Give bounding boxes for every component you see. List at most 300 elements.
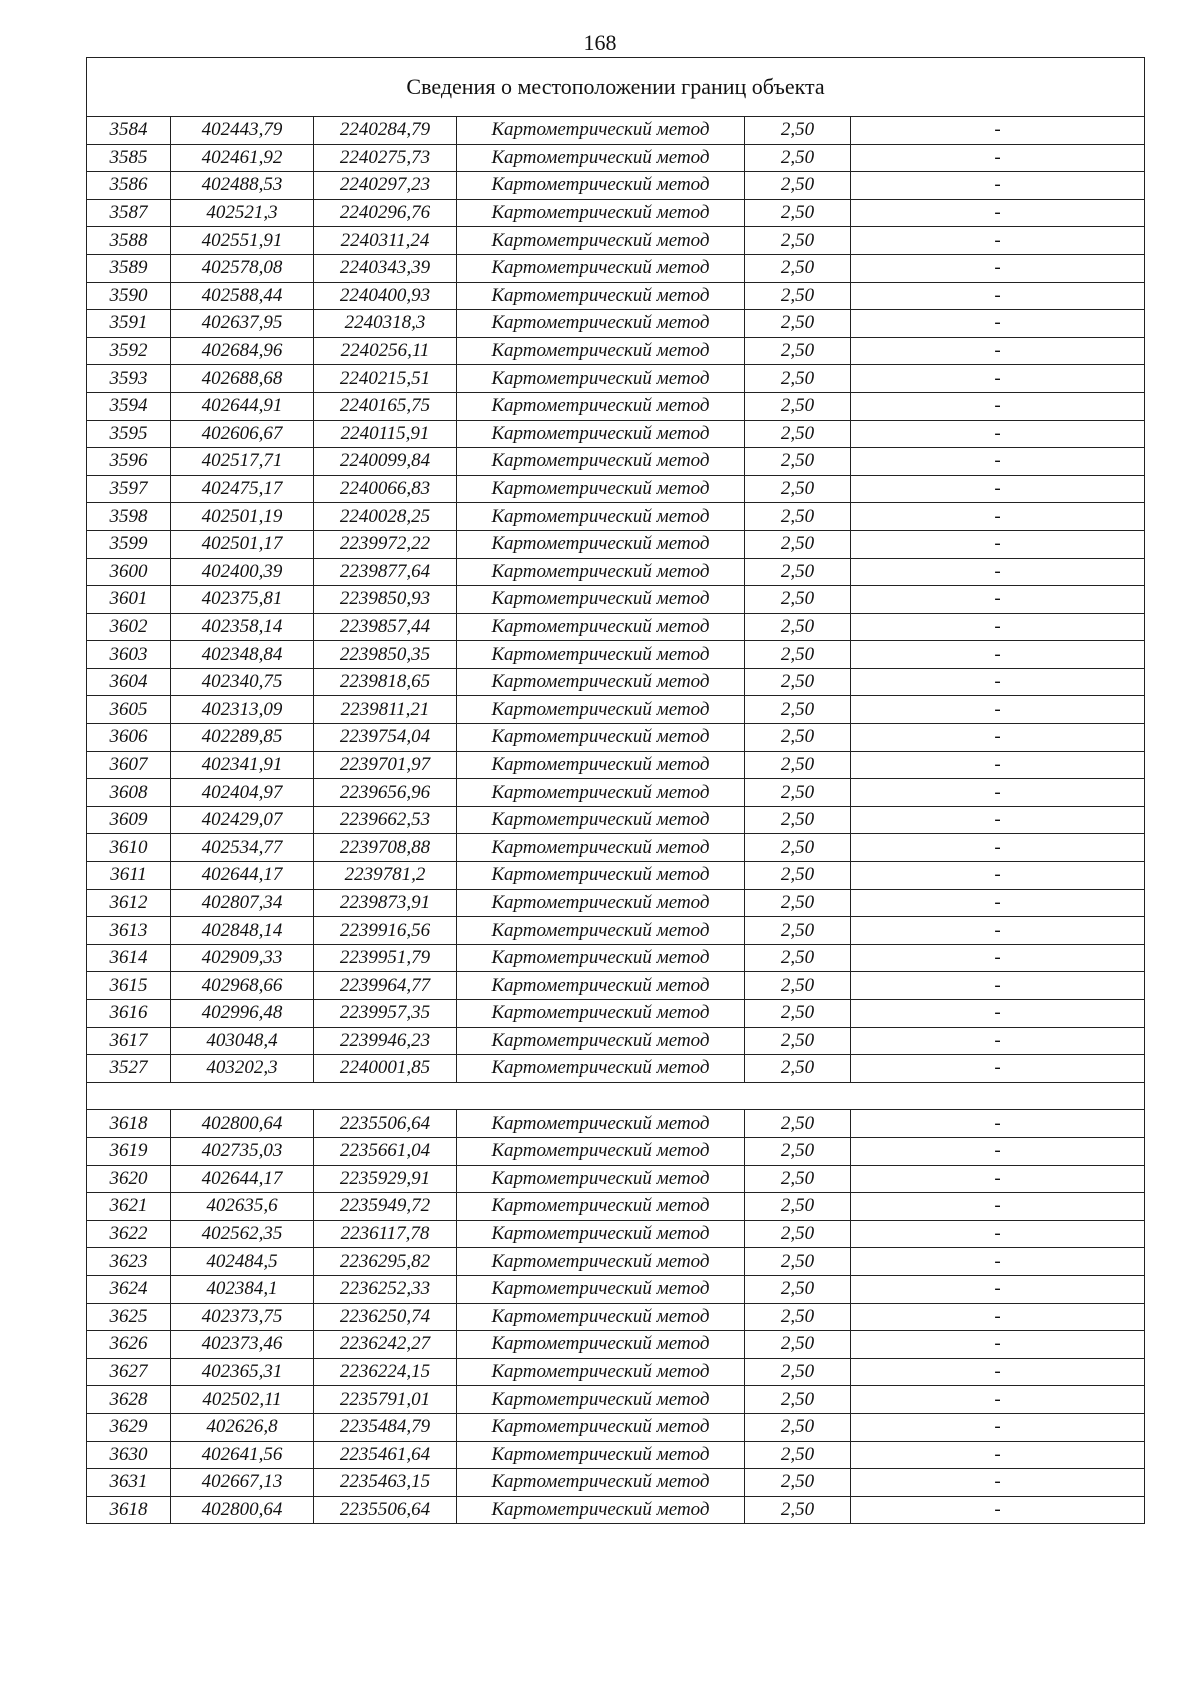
precision-cell: 2,50 — [745, 806, 851, 834]
description-cell: - — [851, 144, 1145, 172]
x-coordinate-cell: 402341,91 — [171, 751, 314, 779]
method-cell: Картометрический метод — [457, 1137, 745, 1165]
y-coordinate-cell: 2239701,97 — [314, 751, 457, 779]
y-coordinate-cell: 2236295,82 — [314, 1248, 457, 1276]
method-cell: Картометрический метод — [457, 1386, 745, 1414]
method-cell: Картометрический метод — [457, 172, 745, 200]
table-row — [87, 1137, 1145, 1165]
precision-cell: 2,50 — [745, 834, 851, 862]
description-cell: - — [851, 117, 1145, 145]
x-coordinate-cell: 402373,75 — [171, 1303, 314, 1331]
method-cell: Картометрический метод — [457, 475, 745, 503]
y-coordinate-cell: 2239972,22 — [314, 530, 457, 558]
group-separator-row — [87, 1082, 1145, 1110]
precision-cell: 2,50 — [745, 1469, 851, 1497]
x-coordinate-cell: 402626,8 — [171, 1413, 314, 1441]
y-coordinate-cell: 2235661,04 — [314, 1137, 457, 1165]
table-row — [87, 530, 1145, 558]
point-number-cell: 3623 — [87, 1248, 171, 1276]
y-coordinate-cell: 2240256,11 — [314, 337, 457, 365]
description-cell: - — [851, 1027, 1145, 1055]
method-cell: Картометрический метод — [457, 1358, 745, 1386]
description-cell: - — [851, 254, 1145, 282]
group-separator-cell — [87, 1082, 1145, 1110]
point-number-cell: 3590 — [87, 282, 171, 310]
x-coordinate-cell: 402484,5 — [171, 1248, 314, 1276]
precision-cell: 2,50 — [745, 1275, 851, 1303]
point-number-cell: 3594 — [87, 392, 171, 420]
precision-cell: 2,50 — [745, 392, 851, 420]
table-row — [87, 1027, 1145, 1055]
x-coordinate-cell: 402641,56 — [171, 1441, 314, 1469]
description-cell: - — [851, 1386, 1145, 1414]
precision-cell: 2,50 — [745, 420, 851, 448]
description-cell: - — [851, 1275, 1145, 1303]
x-coordinate-cell: 402384,1 — [171, 1275, 314, 1303]
x-coordinate-cell: 402996,48 — [171, 1000, 314, 1028]
point-number-cell: 3593 — [87, 365, 171, 393]
precision-cell: 2,50 — [745, 1413, 851, 1441]
description-cell: - — [851, 862, 1145, 890]
table-row — [87, 1386, 1145, 1414]
x-coordinate-cell: 402807,34 — [171, 889, 314, 917]
point-number-cell: 3619 — [87, 1137, 171, 1165]
method-cell: Картометрический метод — [457, 586, 745, 614]
table-row — [87, 586, 1145, 614]
y-coordinate-cell: 2240343,39 — [314, 254, 457, 282]
description-cell: - — [851, 586, 1145, 614]
table-row — [87, 696, 1145, 724]
method-cell: Картометрический метод — [457, 668, 745, 696]
table-row — [87, 751, 1145, 779]
x-coordinate-cell: 402735,03 — [171, 1137, 314, 1165]
method-cell: Картометрический метод — [457, 696, 745, 724]
point-number-cell: 3596 — [87, 448, 171, 476]
description-cell: - — [851, 420, 1145, 448]
table-row — [87, 558, 1145, 586]
table-row — [87, 862, 1145, 890]
point-number-cell: 3611 — [87, 862, 171, 890]
description-cell: - — [851, 1358, 1145, 1386]
x-coordinate-cell: 402340,75 — [171, 668, 314, 696]
x-coordinate-cell: 402667,13 — [171, 1469, 314, 1497]
x-coordinate-cell: 402644,17 — [171, 1165, 314, 1193]
method-cell: Картометрический метод — [457, 1248, 745, 1276]
x-coordinate-cell: 402534,77 — [171, 834, 314, 862]
y-coordinate-cell: 2239877,64 — [314, 558, 457, 586]
point-number-cell: 3612 — [87, 889, 171, 917]
y-coordinate-cell: 2236117,78 — [314, 1220, 457, 1248]
y-coordinate-cell: 2239857,44 — [314, 613, 457, 641]
precision-cell: 2,50 — [745, 1027, 851, 1055]
precision-cell: 2,50 — [745, 227, 851, 255]
point-number-cell: 3598 — [87, 503, 171, 531]
precision-cell: 2,50 — [745, 586, 851, 614]
y-coordinate-cell: 2240215,51 — [314, 365, 457, 393]
method-cell: Картометрический метод — [457, 1220, 745, 1248]
table-row — [87, 1496, 1145, 1524]
point-number-cell: 3620 — [87, 1165, 171, 1193]
description-cell: - — [851, 530, 1145, 558]
point-number-cell: 3527 — [87, 1055, 171, 1083]
precision-cell: 2,50 — [745, 199, 851, 227]
point-number-cell: 3622 — [87, 1220, 171, 1248]
method-cell: Картометрический метод — [457, 806, 745, 834]
y-coordinate-cell: 2240311,24 — [314, 227, 457, 255]
y-coordinate-cell: 2235929,91 — [314, 1165, 457, 1193]
point-number-cell: 3630 — [87, 1441, 171, 1469]
precision-cell: 2,50 — [745, 668, 851, 696]
precision-cell: 2,50 — [745, 1000, 851, 1028]
table-row — [87, 917, 1145, 945]
x-coordinate-cell: 402848,14 — [171, 917, 314, 945]
y-coordinate-cell: 2240284,79 — [314, 117, 457, 145]
point-number-cell: 3628 — [87, 1386, 171, 1414]
y-coordinate-cell: 2239850,35 — [314, 641, 457, 669]
x-coordinate-cell: 402562,35 — [171, 1220, 314, 1248]
y-coordinate-cell: 2240400,93 — [314, 282, 457, 310]
description-cell: - — [851, 724, 1145, 752]
precision-cell: 2,50 — [745, 503, 851, 531]
method-cell: Картометрический метод — [457, 530, 745, 558]
method-cell: Картометрический метод — [457, 972, 745, 1000]
x-coordinate-cell: 402635,6 — [171, 1193, 314, 1221]
table-row — [87, 1055, 1145, 1083]
table-row — [87, 1193, 1145, 1221]
precision-cell: 2,50 — [745, 1193, 851, 1221]
point-number-cell: 3616 — [87, 1000, 171, 1028]
description-cell: - — [851, 1220, 1145, 1248]
table-row — [87, 806, 1145, 834]
y-coordinate-cell: 2240115,91 — [314, 420, 457, 448]
description-cell: - — [851, 1165, 1145, 1193]
precision-cell: 2,50 — [745, 117, 851, 145]
table-row — [87, 668, 1145, 696]
x-coordinate-cell: 402375,81 — [171, 586, 314, 614]
y-coordinate-cell: 2239957,35 — [314, 1000, 457, 1028]
table-row — [87, 448, 1145, 476]
precision-cell: 2,50 — [745, 944, 851, 972]
table-row — [87, 144, 1145, 172]
description-cell: - — [851, 392, 1145, 420]
y-coordinate-cell: 2239818,65 — [314, 668, 457, 696]
table-row — [87, 392, 1145, 420]
x-coordinate-cell: 402684,96 — [171, 337, 314, 365]
y-coordinate-cell: 2235463,15 — [314, 1469, 457, 1497]
precision-cell: 2,50 — [745, 144, 851, 172]
description-cell: - — [851, 1469, 1145, 1497]
description-cell: - — [851, 834, 1145, 862]
precision-cell: 2,50 — [745, 530, 851, 558]
x-coordinate-cell: 402443,79 — [171, 117, 314, 145]
description-cell: - — [851, 1303, 1145, 1331]
x-coordinate-cell: 402358,14 — [171, 613, 314, 641]
x-coordinate-cell: 402289,85 — [171, 724, 314, 752]
description-cell: - — [851, 779, 1145, 807]
description-cell: - — [851, 282, 1145, 310]
precision-cell: 2,50 — [745, 917, 851, 945]
method-cell: Картометрический метод — [457, 1496, 745, 1524]
table-row — [87, 282, 1145, 310]
precision-cell: 2,50 — [745, 751, 851, 779]
precision-cell: 2,50 — [745, 1386, 851, 1414]
description-cell: - — [851, 613, 1145, 641]
y-coordinate-cell: 2235461,64 — [314, 1441, 457, 1469]
table-row — [87, 1275, 1145, 1303]
method-cell: Картометрический метод — [457, 337, 745, 365]
x-coordinate-cell: 402521,3 — [171, 199, 314, 227]
method-cell: Картометрический метод — [457, 310, 745, 338]
point-number-cell: 3629 — [87, 1413, 171, 1441]
description-cell: - — [851, 696, 1145, 724]
y-coordinate-cell: 2240165,75 — [314, 392, 457, 420]
method-cell: Картометрический метод — [457, 1469, 745, 1497]
table-row — [87, 475, 1145, 503]
point-number-cell: 3601 — [87, 586, 171, 614]
point-number-cell: 3592 — [87, 337, 171, 365]
y-coordinate-cell: 2236224,15 — [314, 1358, 457, 1386]
table-row — [87, 1303, 1145, 1331]
table-row — [87, 641, 1145, 669]
method-cell: Картометрический метод — [457, 420, 745, 448]
x-coordinate-cell: 402517,71 — [171, 448, 314, 476]
point-number-cell: 3586 — [87, 172, 171, 200]
precision-cell: 2,50 — [745, 1303, 851, 1331]
method-cell: Картометрический метод — [457, 227, 745, 255]
description-cell: - — [851, 1000, 1145, 1028]
y-coordinate-cell: 2236250,74 — [314, 1303, 457, 1331]
x-coordinate-cell: 402429,07 — [171, 806, 314, 834]
precision-cell: 2,50 — [745, 475, 851, 503]
precision-cell: 2,50 — [745, 1441, 851, 1469]
table-row — [87, 834, 1145, 862]
table-row — [87, 365, 1145, 393]
point-number-cell: 3606 — [87, 724, 171, 752]
description-cell: - — [851, 172, 1145, 200]
precision-cell: 2,50 — [745, 972, 851, 1000]
y-coordinate-cell: 2239964,77 — [314, 972, 457, 1000]
method-cell: Картометрический метод — [457, 1000, 745, 1028]
x-coordinate-cell: 402968,66 — [171, 972, 314, 1000]
precision-cell: 2,50 — [745, 337, 851, 365]
method-cell: Картометрический метод — [457, 1275, 745, 1303]
y-coordinate-cell: 2240028,25 — [314, 503, 457, 531]
x-coordinate-cell: 402313,09 — [171, 696, 314, 724]
method-cell: Картометрический метод — [457, 392, 745, 420]
table-row — [87, 779, 1145, 807]
table-row — [87, 199, 1145, 227]
method-cell: Картометрический метод — [457, 282, 745, 310]
page-number: 168 — [583, 30, 617, 55]
method-cell: Картометрический метод — [457, 724, 745, 752]
x-coordinate-cell: 402644,91 — [171, 392, 314, 420]
x-coordinate-cell: 402488,53 — [171, 172, 314, 200]
y-coordinate-cell: 2235506,64 — [314, 1110, 457, 1138]
table-row — [87, 1331, 1145, 1359]
method-cell: Картометрический метод — [457, 144, 745, 172]
point-number-cell: 3627 — [87, 1358, 171, 1386]
description-cell: - — [851, 199, 1145, 227]
x-coordinate-cell: 402551,91 — [171, 227, 314, 255]
x-coordinate-cell: 402606,67 — [171, 420, 314, 448]
method-cell: Картометрический метод — [457, 1303, 745, 1331]
description-cell: - — [851, 1441, 1145, 1469]
description-cell: - — [851, 503, 1145, 531]
point-number-cell: 3607 — [87, 751, 171, 779]
x-coordinate-cell: 402348,84 — [171, 641, 314, 669]
description-cell: - — [851, 917, 1145, 945]
point-number-cell: 3613 — [87, 917, 171, 945]
precision-cell: 2,50 — [745, 889, 851, 917]
y-coordinate-cell: 2239850,93 — [314, 586, 457, 614]
y-coordinate-cell: 2240066,83 — [314, 475, 457, 503]
x-coordinate-cell: 402501,19 — [171, 503, 314, 531]
x-coordinate-cell: 402909,33 — [171, 944, 314, 972]
precision-cell: 2,50 — [745, 448, 851, 476]
y-coordinate-cell: 2239811,21 — [314, 696, 457, 724]
x-coordinate-cell: 403048,4 — [171, 1027, 314, 1055]
y-coordinate-cell: 2239916,56 — [314, 917, 457, 945]
precision-cell: 2,50 — [745, 1331, 851, 1359]
description-cell: - — [851, 310, 1145, 338]
description-cell: - — [851, 1248, 1145, 1276]
description-cell: - — [851, 751, 1145, 779]
method-cell: Картометрический метод — [457, 1441, 745, 1469]
description-cell: - — [851, 558, 1145, 586]
method-cell: Картометрический метод — [457, 779, 745, 807]
table-row — [87, 1248, 1145, 1276]
description-cell: - — [851, 641, 1145, 669]
point-number-cell: 3626 — [87, 1331, 171, 1359]
description-cell: - — [851, 1496, 1145, 1524]
y-coordinate-cell: 2240297,23 — [314, 172, 457, 200]
x-coordinate-cell: 402501,17 — [171, 530, 314, 558]
point-number-cell: 3624 — [87, 1275, 171, 1303]
y-coordinate-cell: 2236252,33 — [314, 1275, 457, 1303]
method-cell: Картометрический метод — [457, 1055, 745, 1083]
precision-cell: 2,50 — [745, 282, 851, 310]
description-cell: - — [851, 806, 1145, 834]
y-coordinate-cell: 2239656,96 — [314, 779, 457, 807]
method-cell: Картометрический метод — [457, 1193, 745, 1221]
x-coordinate-cell: 402461,92 — [171, 144, 314, 172]
method-cell: Картометрический метод — [457, 751, 745, 779]
point-number-cell: 3621 — [87, 1193, 171, 1221]
table-row — [87, 944, 1145, 972]
point-number-cell: 3631 — [87, 1469, 171, 1497]
point-number-cell: 3625 — [87, 1303, 171, 1331]
table-row — [87, 337, 1145, 365]
precision-cell: 2,50 — [745, 1137, 851, 1165]
y-coordinate-cell: 2240099,84 — [314, 448, 457, 476]
x-coordinate-cell: 402373,46 — [171, 1331, 314, 1359]
y-coordinate-cell: 2239951,79 — [314, 944, 457, 972]
boundary-table — [86, 57, 1145, 1524]
y-coordinate-cell: 2239708,88 — [314, 834, 457, 862]
method-cell: Картометрический метод — [457, 834, 745, 862]
precision-cell: 2,50 — [745, 172, 851, 200]
y-coordinate-cell: 2235949,72 — [314, 1193, 457, 1221]
x-coordinate-cell: 402365,31 — [171, 1358, 314, 1386]
y-coordinate-cell: 2239754,04 — [314, 724, 457, 752]
precision-cell: 2,50 — [745, 1220, 851, 1248]
description-cell: - — [851, 475, 1145, 503]
method-cell: Картометрический метод — [457, 1413, 745, 1441]
x-coordinate-cell: 402475,17 — [171, 475, 314, 503]
y-coordinate-cell: 2240001,85 — [314, 1055, 457, 1083]
y-coordinate-cell: 2235791,01 — [314, 1386, 457, 1414]
x-coordinate-cell: 402404,97 — [171, 779, 314, 807]
method-cell: Картометрический метод — [457, 1110, 745, 1138]
precision-cell: 2,50 — [745, 696, 851, 724]
description-cell: - — [851, 227, 1145, 255]
description-cell: - — [851, 365, 1145, 393]
table-row — [87, 1165, 1145, 1193]
y-coordinate-cell: 2239781,2 — [314, 862, 457, 890]
point-number-cell: 3584 — [87, 117, 171, 145]
method-cell: Картометрический метод — [457, 1331, 745, 1359]
method-cell: Картометрический метод — [457, 117, 745, 145]
table-row — [87, 172, 1145, 200]
description-cell: - — [851, 1331, 1145, 1359]
precision-cell: 2,50 — [745, 613, 851, 641]
table-row — [87, 310, 1145, 338]
method-cell: Картометрический метод — [457, 503, 745, 531]
description-cell: - — [851, 448, 1145, 476]
method-cell: Картометрический метод — [457, 917, 745, 945]
table-row — [87, 1413, 1145, 1441]
point-number-cell: 3614 — [87, 944, 171, 972]
description-cell: - — [851, 1137, 1145, 1165]
table-row — [87, 1358, 1145, 1386]
precision-cell: 2,50 — [745, 558, 851, 586]
method-cell: Картометрический метод — [457, 1027, 745, 1055]
point-number-cell: 3595 — [87, 420, 171, 448]
method-cell: Картометрический метод — [457, 613, 745, 641]
method-cell: Картометрический метод — [457, 862, 745, 890]
x-coordinate-cell: 402637,95 — [171, 310, 314, 338]
table-row — [87, 1110, 1145, 1138]
table-title: Сведения о местоположении границ объекта — [87, 58, 1145, 117]
description-cell: - — [851, 337, 1145, 365]
table-row — [87, 613, 1145, 641]
table-row — [87, 420, 1145, 448]
table-row — [87, 1469, 1145, 1497]
point-number-cell: 3615 — [87, 972, 171, 1000]
table-row — [87, 1220, 1145, 1248]
precision-cell: 2,50 — [745, 310, 851, 338]
x-coordinate-cell: 402400,39 — [171, 558, 314, 586]
point-number-cell: 3604 — [87, 668, 171, 696]
y-coordinate-cell: 2235506,64 — [314, 1496, 457, 1524]
method-cell: Картометрический метод — [457, 365, 745, 393]
description-cell: - — [851, 972, 1145, 1000]
precision-cell: 2,50 — [745, 1110, 851, 1138]
x-coordinate-cell: 402688,68 — [171, 365, 314, 393]
x-coordinate-cell: 402502,11 — [171, 1386, 314, 1414]
table-row — [87, 972, 1145, 1000]
point-number-cell: 3608 — [87, 779, 171, 807]
table-row — [87, 724, 1145, 752]
y-coordinate-cell: 2239873,91 — [314, 889, 457, 917]
table-row — [87, 503, 1145, 531]
x-coordinate-cell: 402800,64 — [171, 1110, 314, 1138]
x-coordinate-cell: 402800,64 — [171, 1496, 314, 1524]
description-cell: - — [851, 944, 1145, 972]
method-cell: Картометрический метод — [457, 558, 745, 586]
y-coordinate-cell: 2239662,53 — [314, 806, 457, 834]
precision-cell: 2,50 — [745, 254, 851, 282]
